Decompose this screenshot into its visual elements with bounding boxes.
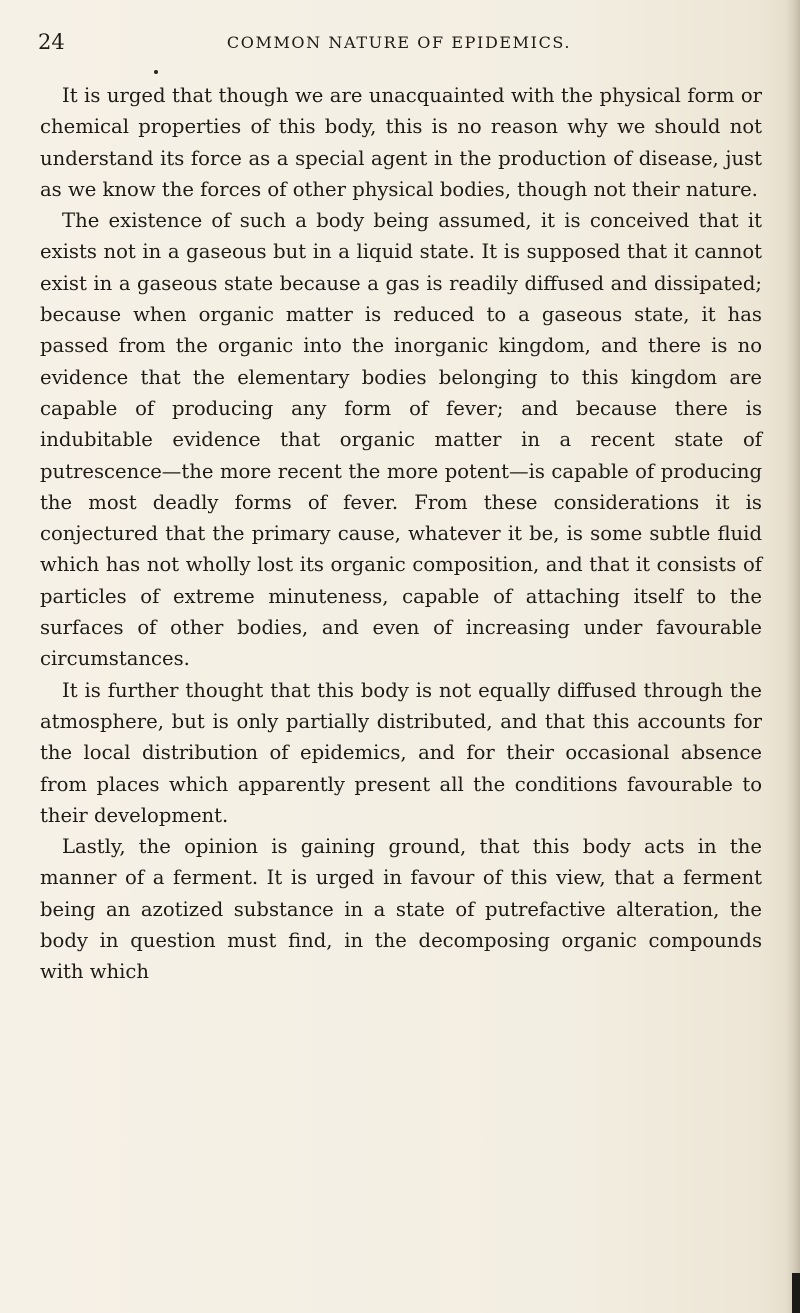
printer-dot <box>154 70 158 74</box>
page-edge-shadow <box>786 0 800 1313</box>
running-title: COMMON NATURE OF EPIDEMICS. <box>226 33 572 52</box>
page-number: 24 <box>38 30 65 54</box>
paragraph-2: The existence of such a body being assumed, it is conceived that it exists not in a gaseous but in a liquid state. It is supposed that it cannot exist in a gaseous state because a gas is readily diffused and dissipated; because when organic matter is reduced to a gaseous state, it has passed from the organic into the inorganic kingdom, and there is no evidence that the elementary bodies belonging to this kingdom are capable of producing any form of fever; and because there is indubitable evidence that organic matter in a recent state of putrescence—the more recent the more potent—is capable of producing the most deadly forms of fever. From these considerations it is conjectured that the primary cause, whatever it be, is some subtle fluid which has not wholly lost its organic composition, and that it consists of particles of extreme minuteness, capable of attaching itself to the surfaces of other bodies, and even of increasing under favourable circumstances. <box>40 209 762 671</box>
body-text <box>40 80 762 988</box>
paragraph-3: It is further thought that this body is not equally diffused through the atmosphere, but is only partially distributed, and that this accounts for the local distribution of epidemics, and for their occasional absence from places which apparently present all the conditions favourable to their development. <box>40 678 762 827</box>
paragraph-1: It is urged that though we are unacquainted with the physical form or chemical properties of this body, this is no reason why we should not understand its force as a special agent in the production of disease, just as we know the forces of other physical bodies, though not their nature. <box>40 84 762 201</box>
paragraph-4: Lastly, the opinion is gaining ground, that this body acts in the manner of a ferment. It is urged in favour of this view, that a ferment being an azotized substance in a state of putrefactive alteration, the body in question must find, in the decomposing organic compounds with which <box>40 835 762 984</box>
running-head <box>38 30 760 54</box>
corner-mark <box>792 1273 800 1313</box>
